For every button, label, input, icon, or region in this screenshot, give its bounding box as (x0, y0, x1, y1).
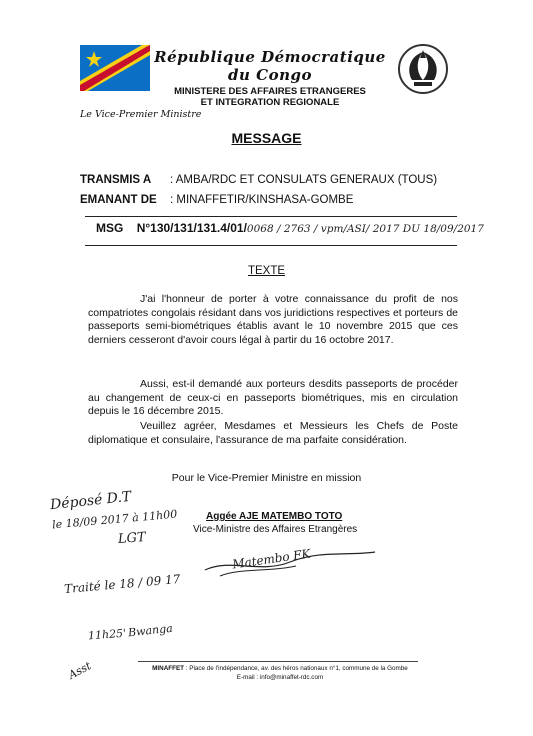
transmis-row (80, 174, 151, 186)
paragraph-1: J'ai l'honneur de porter à votre connaissance du profit de nos compatriotes congolais résidant dans vos juridictions respectives et porteurs de passeports semi-biométriques établis avant le 10 novembre 2015 que ces derniers cesseront d'avoir cours légal à partir du 16 octobre 2017. (88, 293, 458, 346)
closing-line: Pour le Vice-Premier Ministre en mission (171, 472, 362, 484)
footer-address-line (130, 664, 430, 673)
emanant-label: EMANANT DE (80, 194, 157, 206)
letterhead (150, 48, 390, 108)
emanant-row (80, 194, 157, 206)
footer-divider (138, 661, 418, 662)
vice-premier-heading: Le Vice-Premier Ministre (80, 109, 202, 120)
emanant-value: : MINAFFETIR/KINSHASA-GOMBE (170, 194, 354, 206)
footer-address: : Place de l'indépendance, av. des héros nationaux n°1, commune de la Gombe (184, 665, 408, 672)
drc-flag-icon (80, 45, 150, 91)
signatory-title: Vice-Ministre des Affaires Etrangères (193, 524, 358, 535)
handwritten-depose-date: le 18/09 2017 à 11h00 (51, 507, 178, 532)
paragraph-2: Aussi, est-il demandé aux porteurs desdits passeports de procéder au changement de ceux-ci en passeports biométriques, mis en circulation depuis le 16 décembre 2015. (88, 378, 458, 417)
footer-org: MINAFFET (152, 665, 185, 672)
handwritten-stamp: Asst (66, 659, 94, 682)
ministry-line-1: MINISTERE DES AFFAIRES ETRANGERES (174, 86, 366, 97)
handwritten-name: Bwanga (127, 621, 174, 640)
document-title: MESSAGE (231, 130, 302, 146)
reference-printed: N°130/131/131.4/01/ (136, 221, 247, 235)
transmis-label: TRANSMIS A (80, 174, 152, 186)
handwritten-time: 11h25' (87, 626, 127, 643)
handwritten-signature: Matembo FK (231, 546, 312, 572)
paragraph-3: Veuillez agréer, Mesdames et Messieurs les Chefs de Poste diplomatique et consulaire, l'assurance de ma parfaite considération. (88, 420, 458, 446)
handwritten-depose: Déposé D.T (49, 488, 132, 514)
signature-stroke-icon (200, 548, 380, 578)
reference-handwritten: 0068 / 2763 / vpm/ASI/ 2017 DU 18/09/2017 (246, 223, 484, 235)
reference-label: MSG (96, 221, 124, 235)
republic-name: République Démocratique du Congo (154, 48, 386, 84)
texte-heading: TEXTE (247, 265, 286, 277)
handwritten-traite: Traité le 18 / 09 17 (63, 571, 181, 597)
ministry-line-2: ET INTEGRATION REGIONALE (200, 97, 340, 108)
footer-email: E-mail : info@minaffet-rdc.com (236, 674, 324, 681)
signatory-name: Aggée AJE MATEMBO TOTO (206, 511, 343, 522)
footer (130, 664, 430, 682)
transmis-value: : AMBA/RDC ET CONSULATS GENERAUX (TOUS) (170, 174, 438, 186)
handwritten-initials: LGT (117, 530, 147, 547)
national-emblem-icon (396, 42, 450, 96)
reference-line (96, 221, 484, 235)
